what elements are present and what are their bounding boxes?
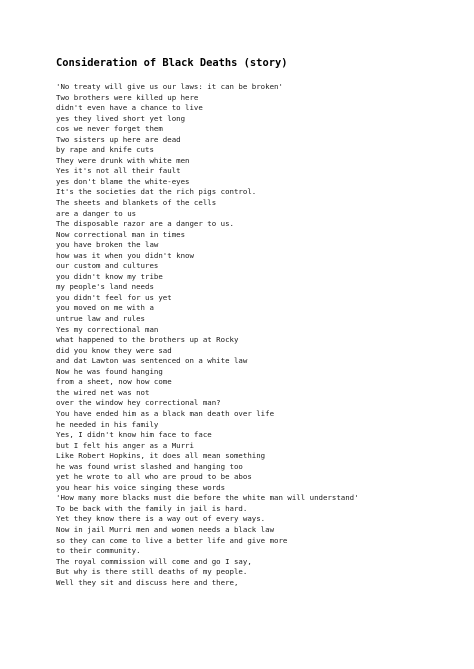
poem-line: 'How many more blacks must die before the white man will understand' xyxy=(56,493,359,503)
poem-line: you have broken the law xyxy=(56,240,159,250)
poem-line: Yes it's not all their fault xyxy=(56,166,181,176)
poem-line: Two sisters up here are dead xyxy=(56,134,181,144)
poem-line: over the window hey correctional man? xyxy=(56,398,221,408)
poem-line: what happened to the brothers up at Rocky xyxy=(56,335,239,345)
poem-line: Now in jail Murri men and women needs a black law xyxy=(56,524,275,534)
poem-line: You have ended him as a black man death over life xyxy=(56,408,275,418)
poem-line: They were drunk with white men xyxy=(56,155,190,165)
poem-line: how was it when you didn't know xyxy=(56,250,194,260)
poem-line: didn't even have a chance to live xyxy=(56,103,203,113)
poem-line: and dat Lawton was sentenced on a white law xyxy=(56,356,248,366)
poem-line: Now correctional man in times xyxy=(56,229,186,239)
poem-line: Yes my correctional man xyxy=(56,324,159,334)
poem-line: Well they sit and discuss here and there, xyxy=(56,577,239,587)
poem-line: by rape and knife cuts xyxy=(56,145,154,155)
poem-line: did you know they were sad xyxy=(56,345,172,355)
poem-line: are a danger to us xyxy=(56,208,137,218)
poem-line: Like Robert Hopkins, it does all mean something xyxy=(56,451,266,461)
poem-line: untrue law and rules xyxy=(56,314,145,324)
document-title: Consideration of Black Deaths (story) xyxy=(56,57,288,69)
poem-line: The disposable razor are a danger to us. xyxy=(56,219,234,229)
poem-line: To be back with the family in jail is hard. xyxy=(56,503,248,513)
poem-line: the wired net was not xyxy=(56,387,150,397)
poem-line: The sheets and blankets of the cells xyxy=(56,198,217,208)
poem-line: but I felt his anger as a Murri xyxy=(56,440,194,450)
poem-line: from a sheet, now how come xyxy=(56,377,172,387)
poem-line: you moved on me with a xyxy=(56,303,154,313)
poem-line: Now he was found hanging xyxy=(56,366,163,376)
poem-line: to their community. xyxy=(56,546,141,556)
poem-line: Yes, I didn't know him face to face xyxy=(56,430,212,440)
poem-line: you hear his voice singing these words xyxy=(56,482,226,492)
poem-line: 'No treaty will give us our laws: it can be broken' xyxy=(56,82,283,91)
poem-line: But why is there still deaths of my people. xyxy=(56,567,248,577)
poem-line: he was found wrist slashed and hanging too xyxy=(56,461,243,471)
poem-line: It's the societies dat the rich pigs control. xyxy=(56,187,257,197)
poem-body xyxy=(56,82,359,588)
poem-line: you didn't know my tribe xyxy=(56,271,163,281)
poem-line: my people's land needs xyxy=(56,282,154,292)
poem-line: yes they lived short yet long xyxy=(56,113,186,123)
poem-line: he needed in his family xyxy=(56,419,159,429)
poem-line: yet he wrote to all who are proud to be abos xyxy=(56,472,252,482)
poem-line: Two brothers were killed up here xyxy=(56,92,199,102)
poem-line: you didn't feel for us yet xyxy=(56,292,172,302)
poem-line: yes don't blame the white-eyes xyxy=(56,176,190,186)
poem-line: cos we never forget them xyxy=(56,124,163,134)
poem-line: so they can come to live a better life and give more xyxy=(56,535,288,545)
poem-line: The royal commission will come and go I say, xyxy=(56,556,252,566)
poem-line: Yet they know there is a way out of every ways. xyxy=(56,514,266,524)
poem-line: our custom and cultures xyxy=(56,261,159,271)
